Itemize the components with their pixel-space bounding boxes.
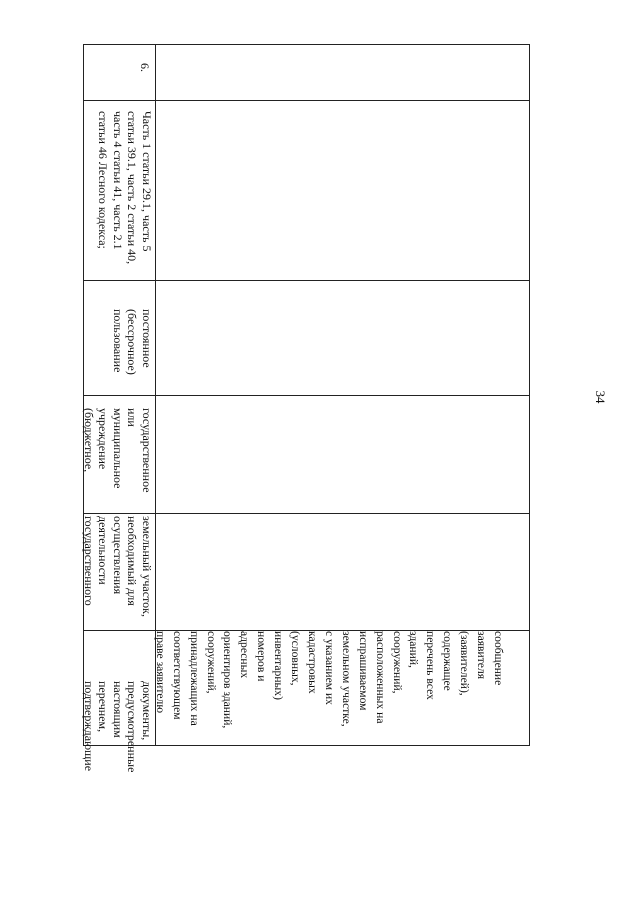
page-number: 34: [593, 390, 608, 404]
documents-cell-right: [70, 631, 155, 773]
plot-purpose: земельный участок, необходимый для осуществления деятельности государственного: [82, 516, 154, 617]
documents-right: документы, предусмотренные настоящим перечнем, подтверждающие: [82, 681, 154, 773]
legal-basis-cell: [84, 101, 155, 280]
applicant-cell: [70, 396, 155, 513]
right-type: постоянное (бессрочное) пользование: [111, 309, 154, 375]
row-number: 6.: [138, 63, 152, 72]
legal-basis: Часть 1 статьи 29.1, часть 5 статьи 39.1, часть 2 статьи 40, часть 4 статьи 41, часть 2.1 статьи 46 Лесного кодекса;: [96, 111, 154, 265]
right-type-cell: [84, 281, 155, 395]
documents-left: сообщение заявителя (заявителей), содержащее перечень всех зданий, сооружений, расположенных на испрашиваемом земельном участке, с указанием их кадастровых (условных, инвентарных) номеров и адресных ориентиров зданий, сооружений, принадлежащих на соответствующем праве заявителю: [153, 631, 505, 729]
row-number-cell: [84, 45, 155, 100]
applicant: государственное или муниципальное учреждение (бюджетное,: [82, 408, 154, 493]
plot-purpose-cell: [70, 514, 155, 630]
documents-cell-left: [153, 631, 508, 745]
